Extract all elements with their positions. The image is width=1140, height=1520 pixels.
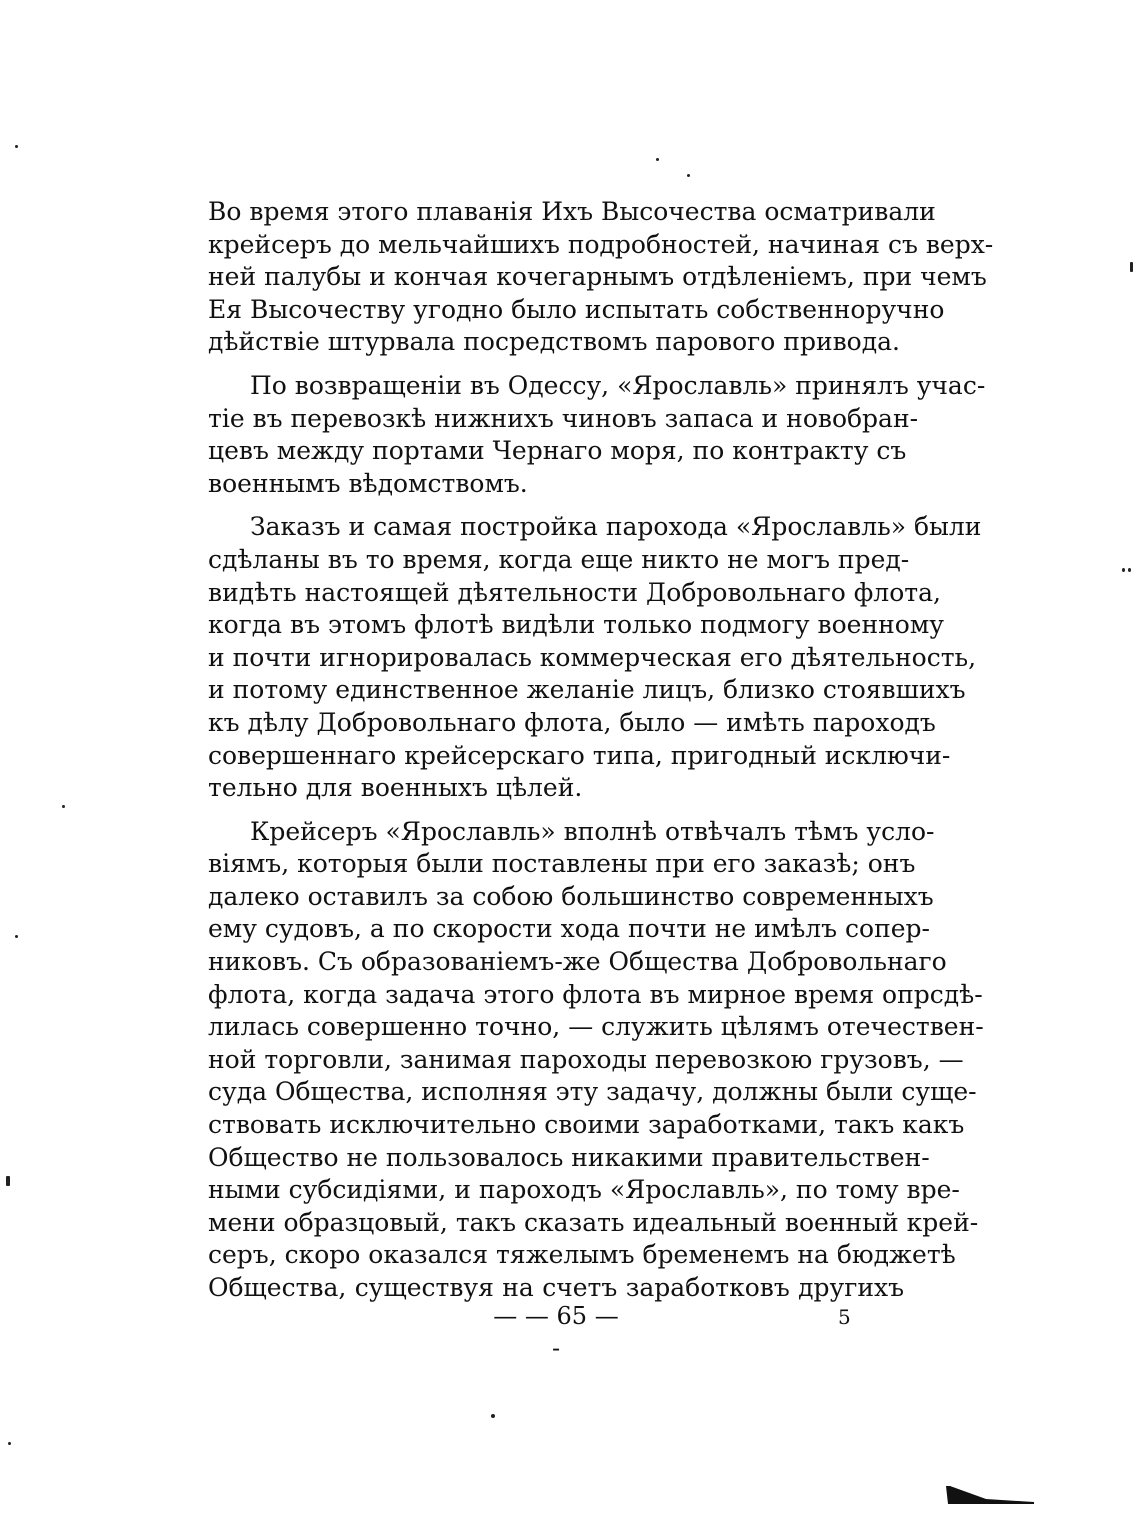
text-line: По возвращеніи въ Одессу, «Ярославль» принялъ учас- bbox=[250, 370, 986, 400]
text-line: и почти игнорировалась коммерческая его дѣятельность, bbox=[208, 642, 977, 672]
paragraph bbox=[208, 511, 982, 804]
text-line: Общество не пользовалось никакими правительствен- bbox=[208, 1142, 930, 1172]
scan-speck bbox=[1122, 568, 1125, 572]
scan-speck bbox=[62, 805, 65, 808]
scan-speck bbox=[491, 1414, 495, 1418]
paragraph bbox=[208, 196, 994, 359]
text-line: когда въ этомъ флотѣ видѣли только подмогу военному bbox=[208, 610, 944, 640]
text-line: ней палубы и кончая кочегарнымъ отдѣленіемъ, при чемъ bbox=[208, 262, 987, 292]
scan-speck bbox=[656, 158, 659, 161]
text-line: тіе въ перевозкѣ нижнихъ чиновъ запаса и новобран- bbox=[208, 403, 919, 433]
text-line: военнымъ вѣдомствомъ. bbox=[208, 468, 528, 498]
text-line: Крейсеръ «Ярославль» вполнѣ отвѣчалъ тѣмъ усло- bbox=[250, 816, 935, 846]
text-line: ему судовъ, а по скорости хода почти не имѣлъ сопер- bbox=[208, 914, 930, 944]
text-line: лилась совершенно точно, — служить цѣлямъ отечествен- bbox=[208, 1012, 984, 1042]
text-line: далеко оставилъ за собою большинство современныхъ bbox=[208, 881, 934, 911]
text-line: Ея Высочеству угодно было испытать собственноручно bbox=[208, 294, 945, 324]
text-line: къ дѣлу Добровольнаго флота, было — имѣть пароходъ bbox=[208, 707, 936, 737]
text-line: Во время этого плаванія Ихъ Высочества осматривали bbox=[208, 197, 936, 226]
text-line: ными субсидіями, и пароходъ «Ярославль», по тому вре- bbox=[208, 1175, 960, 1205]
scan-speck bbox=[6, 1176, 10, 1186]
scan-speck bbox=[687, 174, 690, 177]
signature-mark: 5 bbox=[838, 1305, 851, 1329]
arrow-mark-icon bbox=[946, 1482, 1036, 1508]
text-line: дѣйствіе штурвала посредствомъ парового привода. bbox=[208, 327, 900, 357]
text-line: флота, когда задача этого флота въ мирное время опрсдѣ- bbox=[208, 979, 983, 1009]
page-number: — — 65 — - bbox=[493, 1302, 619, 1362]
body-text bbox=[208, 196, 994, 1305]
text-line: сдѣланы въ то время, когда еще никто не могъ пред- bbox=[208, 544, 910, 574]
paragraph bbox=[208, 816, 984, 1305]
scan-speck bbox=[1128, 568, 1131, 572]
scan-speck bbox=[1130, 262, 1133, 272]
text-line: крейсеръ до мельчайшихъ подробностей, начиная съ верх- bbox=[208, 229, 994, 259]
text-line: тельно для военныхъ цѣлей. bbox=[208, 773, 583, 803]
paragraph bbox=[208, 370, 986, 500]
text-line: цевъ между портами Чернаго моря, по контракту съ bbox=[208, 436, 907, 466]
text-line: ной торговли, занимая пароходы перевозкою грузовъ, — bbox=[208, 1044, 964, 1074]
text-line: віямъ, которыя были поставлены при его заказѣ; онъ bbox=[208, 849, 916, 879]
page-footer bbox=[0, 1300, 1140, 1362]
text-line: совершеннаго крейсерскаго типа, пригодный исключи- bbox=[208, 740, 951, 770]
scan-speck bbox=[8, 1442, 11, 1445]
text-line: ствовать исключительно своими заработками, такъ какъ bbox=[208, 1110, 965, 1140]
text-line: Заказъ и самая постройка парохода «Ярославль» были bbox=[250, 512, 982, 542]
scan-speck bbox=[15, 935, 18, 938]
text-line: мени образцовый, такъ сказать идеальный военный крей- bbox=[208, 1207, 979, 1237]
text-line: суда Общества, исполняя эту задачу, должны были суще- bbox=[208, 1077, 977, 1107]
text-line: видѣть настоящей дѣятельности Добровольнаго флота, bbox=[208, 577, 941, 607]
text-line: и потому единственное желаніе лицъ, близко стоявшихъ bbox=[208, 675, 966, 705]
scan-speck bbox=[15, 145, 18, 148]
text-line: серъ, скоро оказался тяжелымъ бременемъ на бюджетѣ bbox=[208, 1240, 956, 1270]
text-line: никовъ. Съ образованіемъ-же Общества Добровольнаго bbox=[208, 947, 947, 977]
text-line: Общества, существуя на счетъ заработковъ другихъ bbox=[208, 1273, 904, 1302]
